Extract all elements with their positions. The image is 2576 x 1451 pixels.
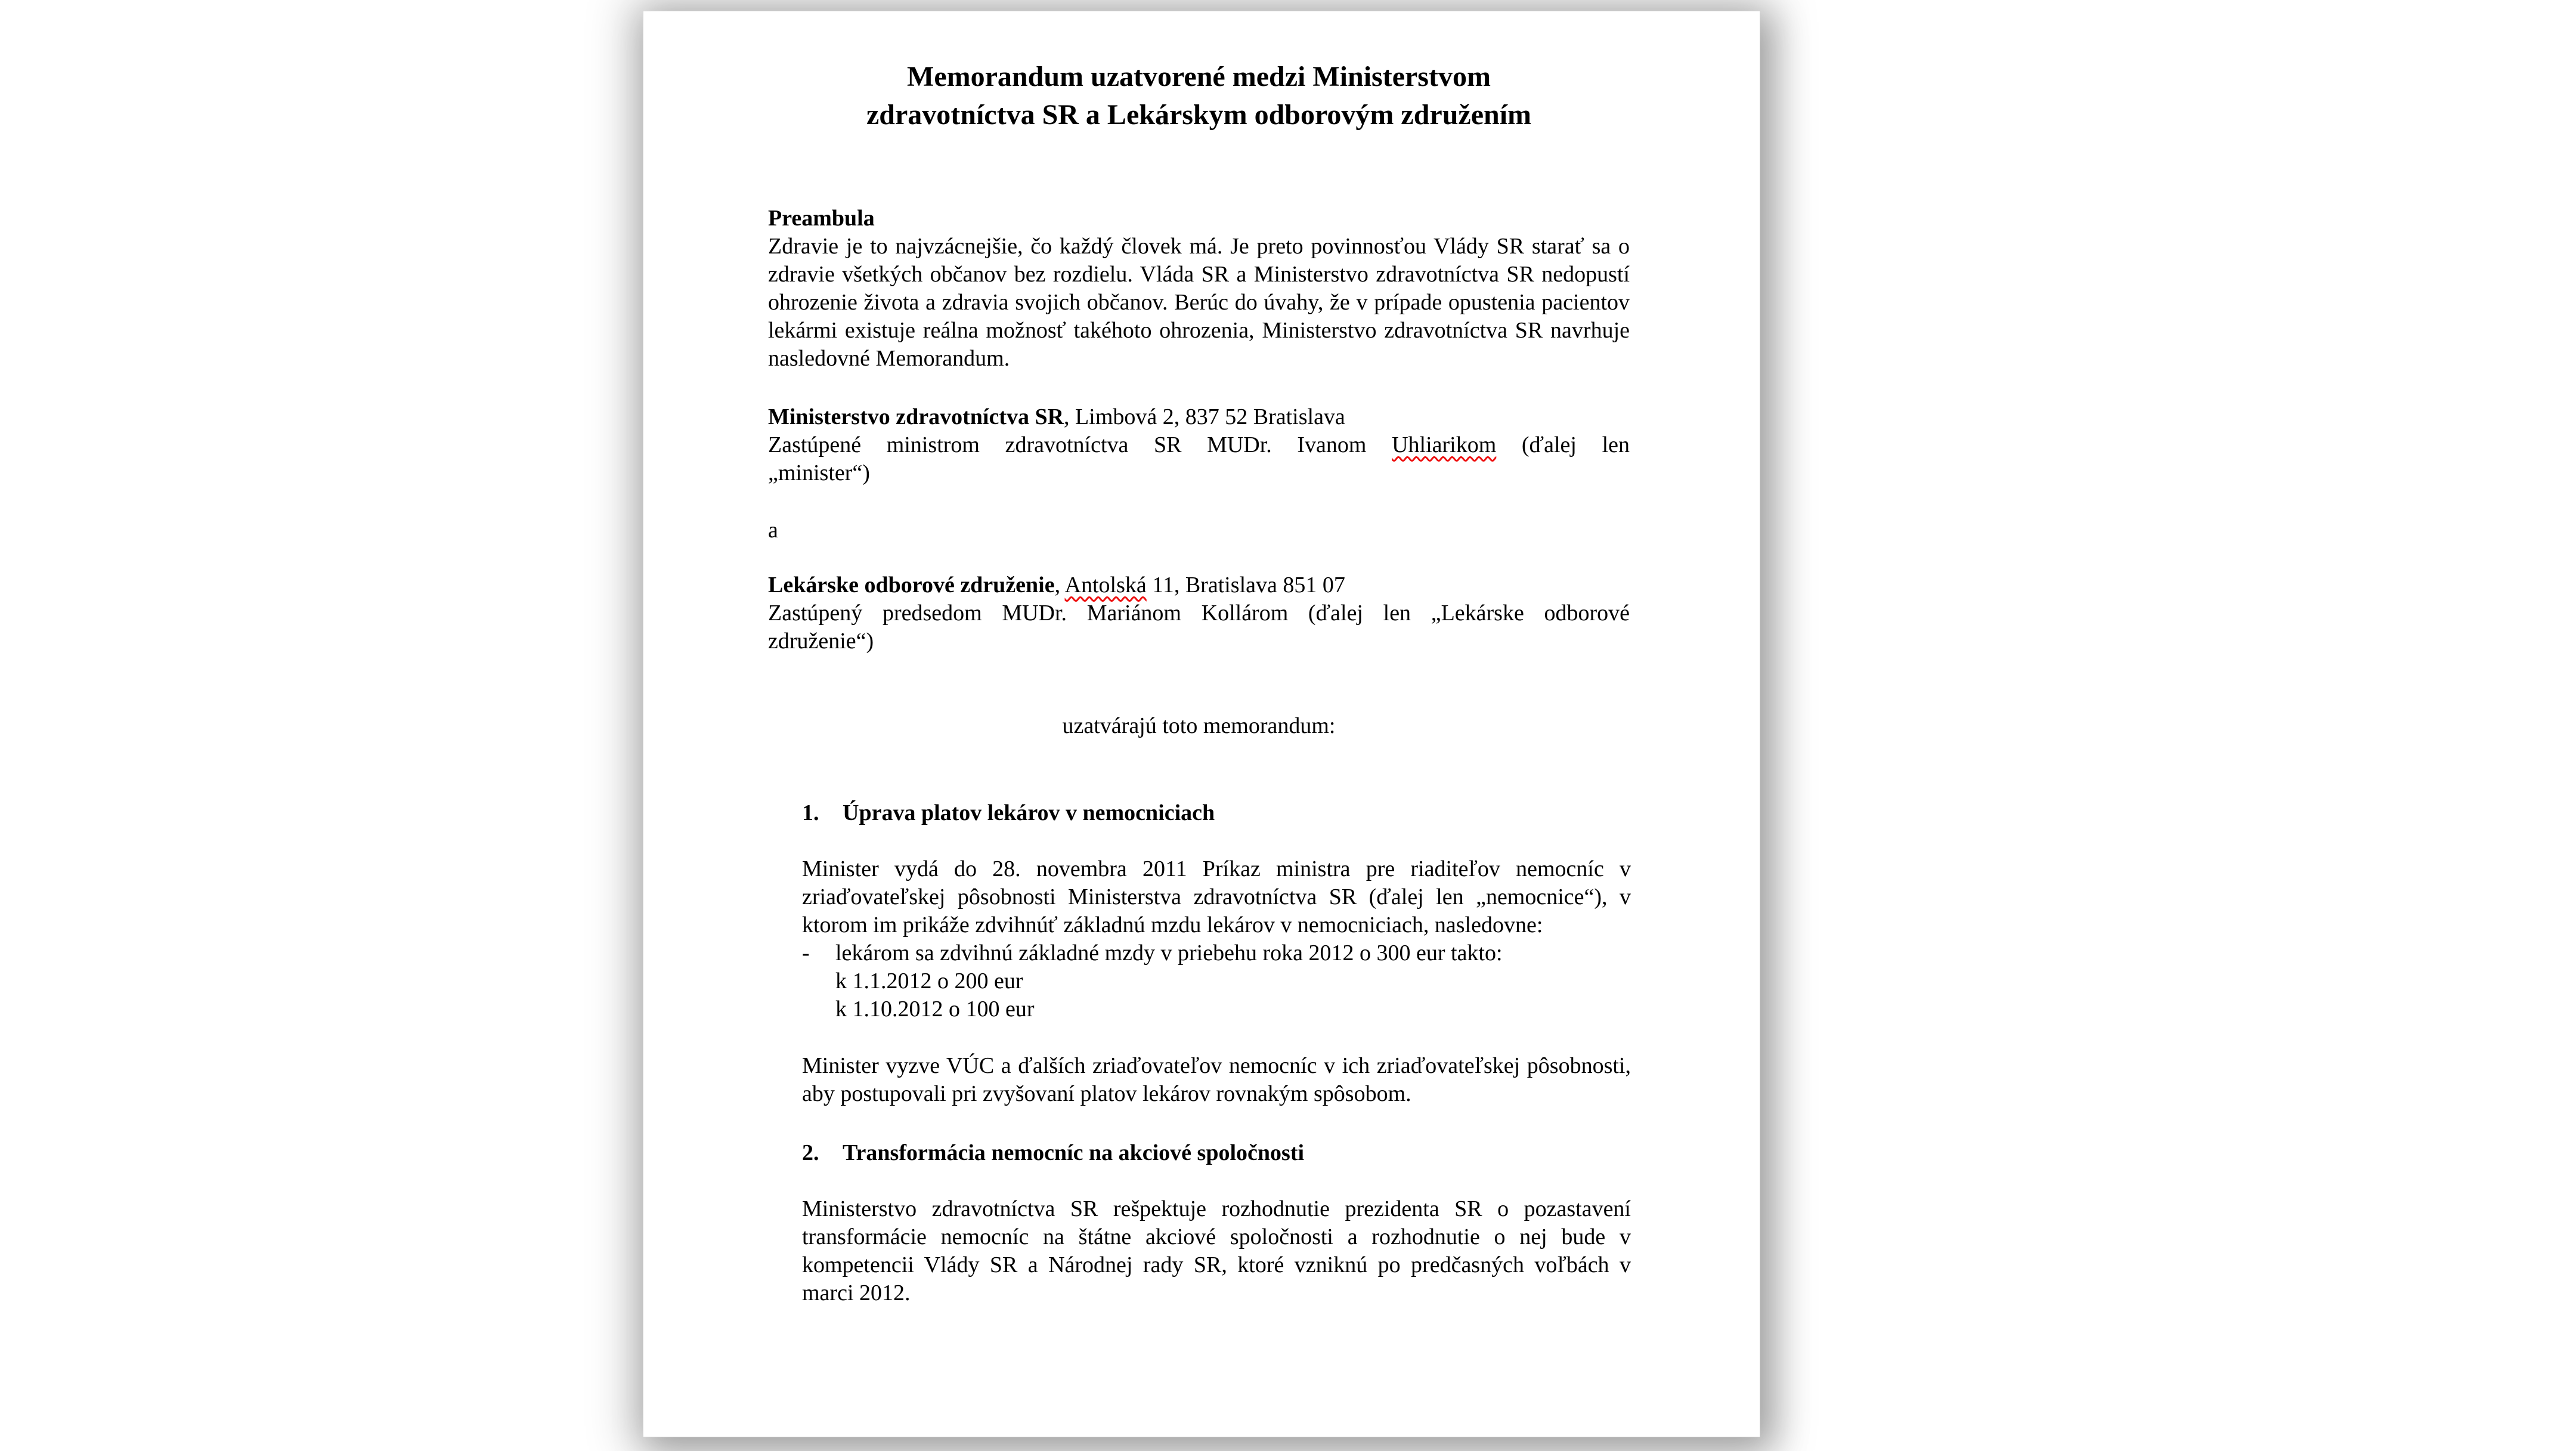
section-2-number: 2.	[802, 1140, 819, 1165]
party-union-name: Lekárske odborové združenie	[768, 573, 1055, 598]
document-title	[768, 58, 1630, 134]
document-content	[643, 11, 1760, 1437]
document-page	[643, 11, 1760, 1437]
document-title-line-2: zdravotníctva SR a Lekárskym odborovým združením	[866, 99, 1532, 131]
party-ministry-alias-line: „minister“)	[768, 460, 870, 485]
bullet-item	[802, 939, 1631, 967]
party-union-address-sep: ,	[1054, 573, 1065, 598]
section-1	[802, 799, 1631, 1108]
sub-line-2: k 1.10.2012 o 100 eur	[835, 997, 1035, 1022]
party-ministry-rep-text: Zastúpené ministrom zdravotníctva SR MUDr. Ivanom	[768, 432, 1392, 457]
party-ministry-name: Ministerstvo zdravotníctva SR	[768, 404, 1064, 429]
party-union-alias-line: združenie“)	[768, 629, 874, 654]
party-union-rep-line: Zastúpený predsedom MUDr. Mariánom Kollárom (ďalej len „Lekárske odborové	[768, 601, 1630, 626]
bullet-text: lekárom sa zdvihnú základné mzdy v priebehu roka 2012 o 300 eur takto:	[835, 940, 1503, 966]
document-title-line-1: Memorandum uzatvorené medzi Ministerstvom	[907, 61, 1491, 92]
spellcheck-word-uhliarikom: Uhliarikom	[1392, 432, 1497, 457]
preamble-paragraph: Zdravie je to najvzácnejšie, čo každý človek má. Je preto povinnosťou Vlády SR starať sa o zdravie všetkých občanov bez rozdielu. Vláda SR a Ministerstvo zdravotníctva SR nedopustí ohrozenie života a zdravia svojich občanov. Berúc do úvahy, že v prípade opustenia pacientov lekármi existuje reálna možnosť takéhoto ohrozenia, Ministerstvo zdravotníctva SR navrhuje nasledovné Memorandum.	[768, 234, 1630, 371]
section-2-heading-text: Transformácia nemocníc na akciové spoločnosti	[843, 1140, 1305, 1165]
party-union-address: 11, Bratislava 851 07	[1146, 573, 1345, 598]
section-1-heading-text: Úprava platov lekárov v nemocniciach	[843, 800, 1215, 825]
sub-line-1: k 1.1.2012 o 200 eur	[835, 969, 1023, 994]
section-1-heading	[802, 799, 1631, 827]
bullet-dash: -	[802, 940, 810, 966]
spellcheck-word-antolska: Antolská	[1064, 573, 1147, 598]
party-ministry-rep-line	[768, 431, 1630, 459]
section-2-paragraph: Ministerstvo zdravotníctva SR rešpektuje rozhodnutie prezidenta SR o pozastavení transformácie nemocníc na štátne akciové spoločnosti a rozhodnutie o nej bude v kompetencii Vlády SR a Národnej rady SR, ktoré vzniknú po predčasných voľbách v marci 2012.	[802, 1196, 1631, 1305]
party-union-name-line	[768, 571, 1630, 599]
section-1-paragraph-2: Minister vyzve VÚC a ďalších zriaďovateľov nemocníc v ich zriaďovateľskej pôsobnosti, aby postupovali pri zvyšovaní platov lekárov rovnakým spôsobom.	[802, 1053, 1631, 1106]
section-2-heading	[802, 1139, 1631, 1167]
connector-a: a	[768, 518, 778, 543]
party-ministry-block	[768, 403, 1630, 487]
preamble-heading: Preambula	[768, 206, 875, 231]
section-2	[802, 1139, 1631, 1307]
party-ministry-address: , Limbová 2, 837 52 Bratislava	[1064, 404, 1345, 429]
party-ministry-name-line	[768, 403, 1630, 431]
clause-intro: uzatvárajú toto memorandum:	[1062, 713, 1336, 738]
party-ministry-rep-text-end: (ďalej len	[1496, 432, 1630, 457]
party-union-block	[768, 571, 1630, 655]
section-1-paragraph: Minister vydá do 28. novembra 2011 Príkaz ministra pre riaditeľov nemocníc v zriaďovateľskej pôsobnosti Ministerstva zdravotníctva SR (ďalej len „nemocnice“), v ktorom im prikáže zdvihnúť základnú mzdu lekárov v nemocniciach, nasledovne:	[802, 856, 1631, 938]
section-1-number: 1.	[802, 800, 819, 825]
